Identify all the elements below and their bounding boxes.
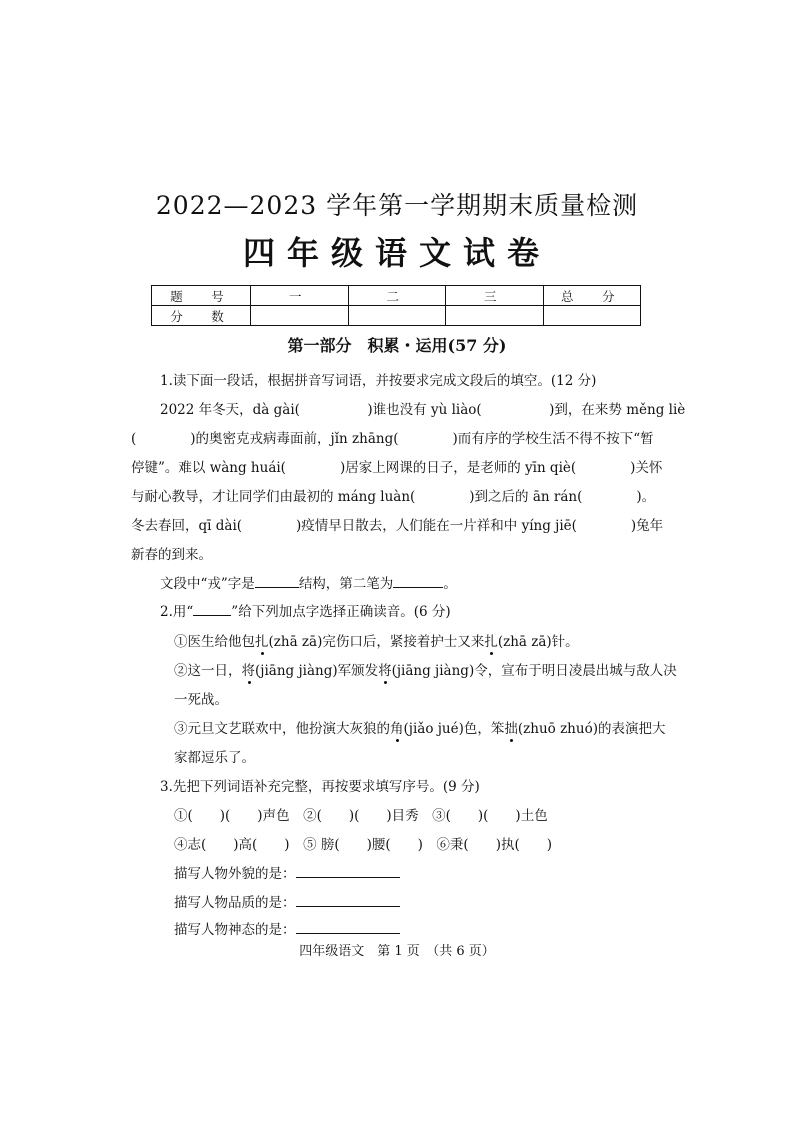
q2-item-text: ①医生给他包 bbox=[174, 634, 255, 650]
exam-title-line1: 2022—2023 学年第一学期期末质量检测 bbox=[155, 191, 639, 220]
score-header-cell: 总 分 bbox=[543, 286, 641, 306]
q3-words-row: ①( )( )声色 ②( )( )目秀 ③( )( )土色 bbox=[174, 808, 548, 824]
answer-blank[interactable] bbox=[296, 921, 400, 934]
q2-item bbox=[174, 659, 677, 679]
dotted-char: 将 bbox=[378, 663, 392, 679]
answer-blank[interactable] bbox=[296, 865, 400, 878]
q2-item-text: (jiāng jiàng)令，宣布于明日凌晨出城与敌人决 bbox=[391, 663, 677, 679]
q3-fill-line bbox=[174, 918, 400, 938]
q2-item-text: ③元旦文艺联欢中，他扮演大灰狼的 bbox=[174, 721, 390, 737]
q1-sub-text-c: 。 bbox=[443, 576, 457, 592]
q2-prompt bbox=[160, 600, 451, 620]
dotted-char: 扎 bbox=[484, 634, 498, 650]
dotted-char: 角 bbox=[390, 721, 404, 737]
q1-sub-text-a: 文段中“戎”字是 bbox=[160, 576, 255, 592]
q2-prompt-a: 2.用“ bbox=[160, 604, 194, 620]
q2-item-continuation: 一死战。 bbox=[174, 692, 228, 708]
dotted-char: 拙 bbox=[504, 721, 518, 737]
q1-passage-line: ( )的奥密克戎病毒面前，jǐn zhāng( )而有序的学校生活不得不按下“暂 bbox=[131, 431, 654, 447]
q2-item-text: (zhuō zhuó)的表演把大 bbox=[517, 721, 666, 737]
q1-prompt: 1.读下面一段话，根据拼音写词语，并按要求完成文段后的填空。(12 分) bbox=[160, 373, 597, 389]
score-row-label: 分 数 bbox=[152, 306, 251, 326]
q2-prompt-b: ”给下列加点字选择正确读音。(6 分) bbox=[231, 604, 451, 620]
page-footer: 四年级语文 第 1 页 （共 6 页） bbox=[299, 944, 495, 959]
dotted-char: 将 bbox=[241, 663, 255, 679]
q3-words-row: ④志( )高( ) ⑤ 膀( )腰( ) ⑥秉( )执( ) bbox=[174, 837, 552, 853]
q2-item-text: (zhā zā)完伤口后，紧接着护士又来 bbox=[268, 634, 485, 650]
score-cell[interactable] bbox=[251, 306, 349, 326]
exam-title-line2: 四年级语文试卷 bbox=[242, 234, 551, 272]
score-header-cell: 三 bbox=[446, 286, 544, 306]
q1-passage-line: 2022 年冬天，dà gài( )谁也没有 yù liào( )到，在来势 měng liè bbox=[160, 402, 686, 418]
q3-fill-line bbox=[174, 862, 400, 882]
q1-passage-line: 与耐心教导，才让同学们由最初的 máng luàn( )到之后的 ān rán( )。 bbox=[131, 489, 656, 505]
q3-fill-label: 描写人物神态的是： bbox=[174, 922, 296, 938]
q3-fill-label: 描写人物品质的是： bbox=[174, 895, 296, 911]
q1-passage-line: 停键”。难以 wàng huái( )居家上网课的日子，是老师的 yīn qiè( )关怀 bbox=[131, 460, 663, 476]
q1-sub-text-b: 结构，第二笔为 bbox=[298, 576, 394, 592]
score-header-cell: 二 bbox=[348, 286, 446, 306]
section-title: 第一部分 积累・运用(57 分) bbox=[287, 336, 507, 355]
q2-item-text: (zhā zā)针。 bbox=[497, 634, 579, 650]
q2-item-text: (jiǎo jué)色，笨 bbox=[403, 721, 505, 737]
score-cell[interactable] bbox=[543, 306, 641, 326]
score-cell[interactable] bbox=[348, 306, 446, 326]
dotted-char: 扎 bbox=[255, 634, 269, 650]
underline-sample bbox=[193, 603, 231, 616]
q1-passage-line: 新春的到来。 bbox=[131, 547, 212, 563]
q3-fill-line bbox=[174, 891, 400, 911]
answer-blank[interactable] bbox=[296, 894, 400, 907]
q1-passage-line: 冬去春回，qī dài( )疫情早日散去，人们能在一片祥和中 yíng jiē( )兔年 bbox=[131, 518, 664, 534]
score-cell[interactable] bbox=[446, 306, 544, 326]
score-table-header-row bbox=[152, 286, 641, 306]
score-table bbox=[151, 285, 641, 326]
score-header-cell: 题 号 bbox=[152, 286, 251, 306]
q2-item bbox=[174, 630, 579, 650]
score-header-cell: 一 bbox=[251, 286, 349, 306]
q2-item bbox=[174, 717, 665, 737]
score-table-score-row bbox=[152, 306, 641, 326]
q1-subquestion bbox=[160, 572, 457, 592]
q3-fill-label: 描写人物外貌的是： bbox=[174, 866, 296, 882]
answer-blank[interactable] bbox=[255, 575, 299, 588]
q2-item-text: (jiāng jiàng)军颁发 bbox=[255, 663, 379, 679]
q2-item-continuation: 家都逗乐了。 bbox=[174, 750, 255, 766]
q2-item-text: ②这一日， bbox=[174, 663, 242, 679]
q3-prompt: 3.先把下列词语补充完整，再按要求填写序号。(9 分) bbox=[160, 779, 480, 795]
answer-blank[interactable] bbox=[393, 575, 443, 588]
